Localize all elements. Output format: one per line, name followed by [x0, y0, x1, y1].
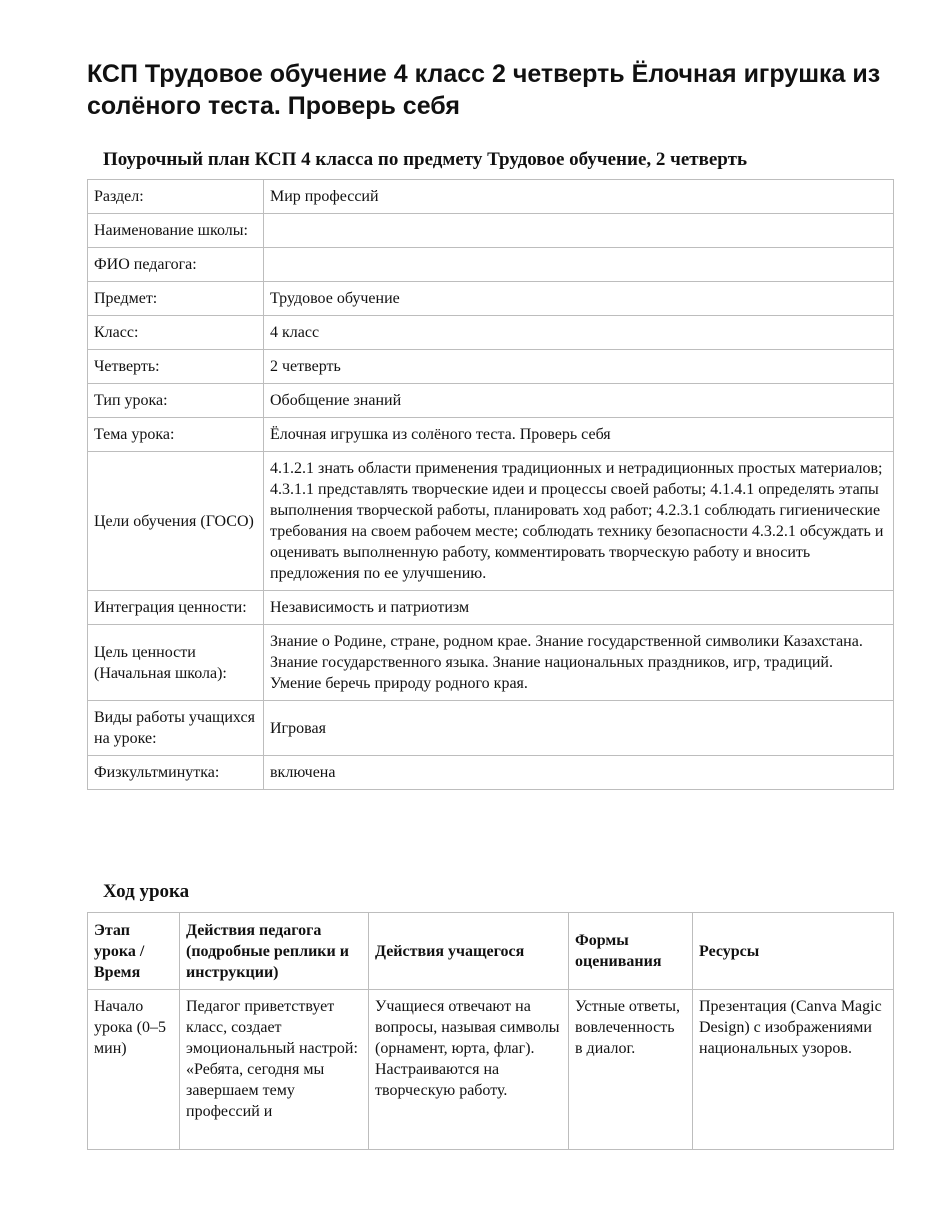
- cell-assessment: Устные ответы, вовлеченность в диалог.: [569, 990, 693, 1150]
- table-row: [88, 350, 894, 384]
- table-row: [88, 990, 894, 1150]
- table-row: [88, 180, 894, 214]
- cell-teacher-actions: Педагог приветствует класс, создает эмоциональный настрой: «Ребята, сегодня мы завершаем тему профессий и: [180, 990, 369, 1150]
- row-value-quarter: 2 четверть: [264, 350, 894, 384]
- row-value-exercise-break: включена: [264, 756, 894, 790]
- row-label-subject: Предмет:: [88, 282, 264, 316]
- row-label-exercise-break: Физкультминутка:: [88, 756, 264, 790]
- row-label-work-types: Виды работы учащихся на уроке:: [88, 701, 264, 756]
- row-label-value-integration: Интеграция ценности:: [88, 591, 264, 625]
- lesson-plan-table: [87, 179, 894, 790]
- lesson-progress-heading: Ход урока: [103, 881, 190, 902]
- row-value-learning-goals: 4.1.2.1 знать области применения традиционных и нетрадиционных простых материалов; 4.3.1.1 представлять творческие идеи и процессы своей работы; 4.1.4.1 определять этапы выполнения творческой работы, планировать ход работ; 4.2.3.1 соблюдать гигиенические требования на своем рабочем месте; соблюдать технику безопасности 4.3.2.1 обсуждать и оценивать выполненную работу, комментировать творческую работу и вносить предложения по ее улучшению.: [264, 452, 894, 591]
- row-label-section: Раздел:: [88, 180, 264, 214]
- row-value-section: Мир профессий: [264, 180, 894, 214]
- row-label-learning-goals: Цели обучения (ГОСО): [88, 452, 264, 591]
- table-row: [88, 214, 894, 248]
- row-value-school: [264, 214, 894, 248]
- table-row: [88, 384, 894, 418]
- table-row: [88, 282, 894, 316]
- column-header-teacher-actions: Действия педагога (подробные реплики и инструкции): [180, 913, 369, 990]
- row-value-value-goal: Знание о Родине, стране, родном крае. Знание государственной символики Казахстана. Знание государственного языка. Знание национальных праздников, игр, традиций. Умение беречь природу родного края.: [264, 625, 894, 701]
- table-row: [88, 418, 894, 452]
- column-header-student-actions: Действия учащегося: [369, 913, 569, 990]
- row-label-teacher: ФИО педагога:: [88, 248, 264, 282]
- cell-stage: Начало урока (0–5 мин): [88, 990, 180, 1150]
- table-row: [88, 625, 894, 701]
- page-title: КСП Трудовое обучение 4 класс 2 четверть Ёлочная игрушка из солёного теста. Проверь себя: [87, 60, 881, 120]
- row-value-work-types: Игровая: [264, 701, 894, 756]
- row-label-school: Наименование школы:: [88, 214, 264, 248]
- cell-resources: Презентация (Canva Magic Design) с изображениями национальных узоров.: [693, 990, 894, 1150]
- row-label-value-goal: Цель ценности (Начальная школа):: [88, 625, 264, 701]
- cell-student-actions: Учащиеся отвечают на вопросы, называя символы (орнамент, юрта, флаг). Настраиваются на творческую работу.: [369, 990, 569, 1150]
- table-row: [88, 756, 894, 790]
- column-header-stage: Этап урока / Время: [88, 913, 180, 990]
- row-label-lesson-topic: Тема урока:: [88, 418, 264, 452]
- column-header-resources: Ресурсы: [693, 913, 894, 990]
- table-row: [88, 248, 894, 282]
- plan-heading: Поурочный план КСП 4 класса по предмету Трудовое обучение, 2 четверть: [103, 149, 747, 170]
- lesson-progress-table: [87, 912, 894, 1150]
- row-value-lesson-type: Обобщение знаний: [264, 384, 894, 418]
- row-label-lesson-type: Тип урока:: [88, 384, 264, 418]
- row-value-grade: 4 класс: [264, 316, 894, 350]
- column-header-assessment: Формы оценивания: [569, 913, 693, 990]
- row-value-value-integration: Независимость и патриотизм: [264, 591, 894, 625]
- row-value-lesson-topic: Ёлочная игрушка из солёного теста. Проверь себя: [264, 418, 894, 452]
- row-value-teacher: [264, 248, 894, 282]
- table-row: [88, 701, 894, 756]
- table-row: [88, 452, 894, 591]
- table-header-row: [88, 913, 894, 990]
- table-row: [88, 316, 894, 350]
- table-row: [88, 591, 894, 625]
- row-value-subject: Трудовое обучение: [264, 282, 894, 316]
- row-label-quarter: Четверть:: [88, 350, 264, 384]
- row-label-grade: Класс:: [88, 316, 264, 350]
